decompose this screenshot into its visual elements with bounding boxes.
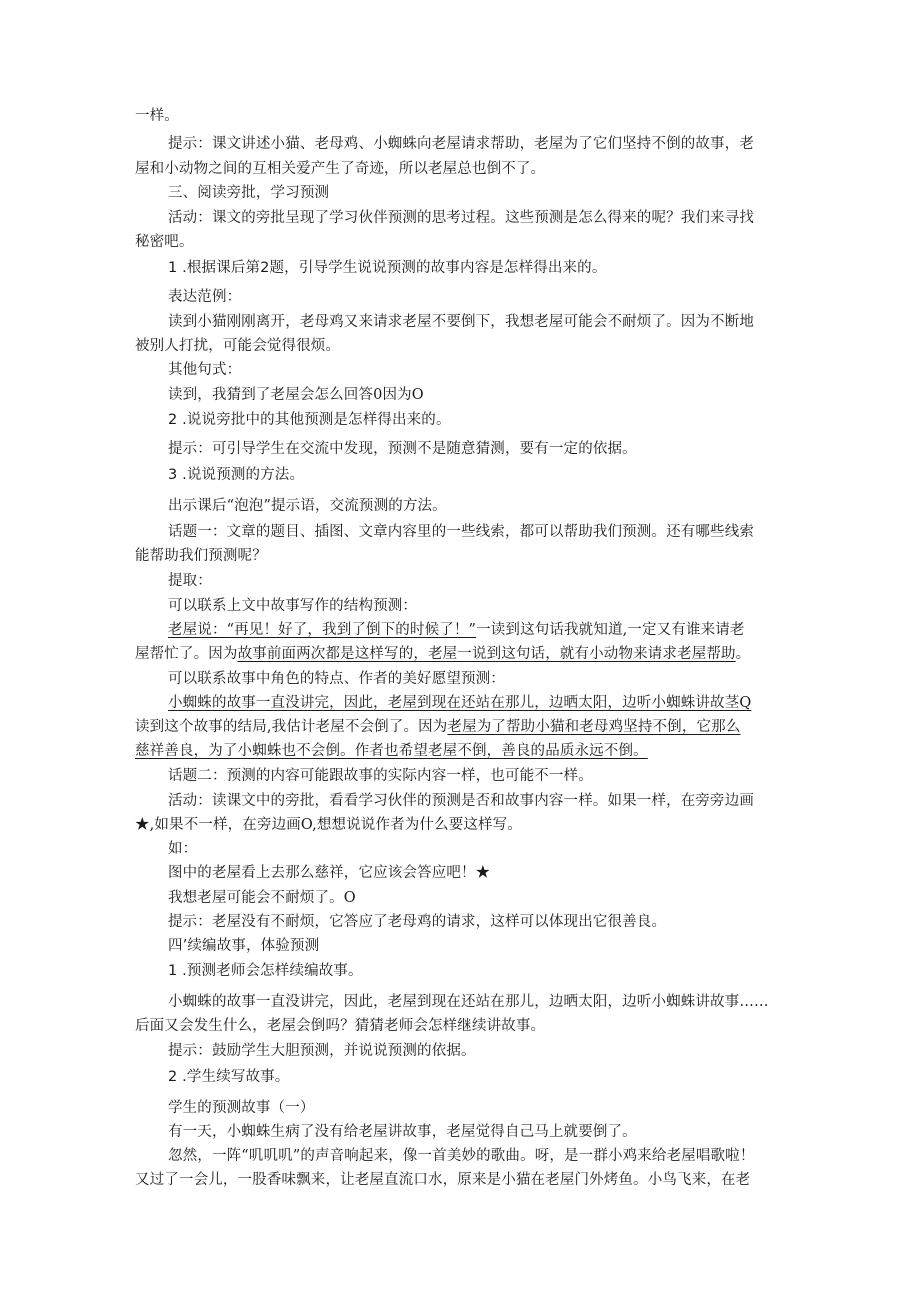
quote-line [135, 741, 795, 761]
quote-line [168, 693, 828, 713]
activity-line: 活动：课文的旁批呈现了学习伙伴预测的思考过程。这些预测是怎么得来的呢？我们来寻找 [168, 210, 754, 226]
quote-line: 屋帮忙了。因为故事前面两次都是这样写的，老屋一说到这句话，就有小动物来请求老屋帮助。 [135, 646, 751, 662]
story-line: 忽然，一阵“叽叽叽”的声音响起来，像一首美妙的歌曲。呀，是一群小鸡来给老屋唱歌啦！ [168, 1148, 755, 1164]
numbered-item: 3 .说说预测的方法。 [168, 467, 305, 483]
sentence-pattern: 读到，我猜到了老屋会怎么回答0因为O [168, 387, 424, 403]
example-line: 被别人打扰，可能会觉得很烦。 [135, 338, 341, 354]
paragraph-line: 表达范例： [168, 289, 242, 305]
paragraph-line: 小蜘蛛的故事一直没讲完，因此，老屋到现在还站在那儿，边晒太阳，边听小蜘蛛讲故事…… [168, 994, 769, 1010]
activity-line: 活动：读课文中的旁批，看看学习伙伴的预测是否和故事内容一样。如果一样，在旁旁边画 [168, 793, 754, 809]
underlined-reason: 故事前面两次都是这样写的，老屋一说到这句话，就有小动物来请求老屋帮助 [237, 646, 736, 662]
paragraph-line: 可以联系故事中角色的特点、作者的美好愿望预测： [168, 671, 505, 687]
numbered-item: 2 .说说旁批中的其他预测是怎样得出来的。 [168, 412, 451, 428]
example-line: 图中的老屋看上去那么慈祥，它应该会答应吧！★ [168, 865, 491, 881]
numbered-item: 1 .预测老师会怎样续编故事。 [168, 963, 363, 979]
quote-line: 读到这个故事的结局,我估计老屋不会倒了。因为老屋为了帮助小猫和老母鸡坚持不倒，它那么 [135, 719, 741, 735]
paragraph-line: 其他句式： [168, 362, 242, 378]
numbered-item: 1 .根据课后第2题，引导学生说说预测的故事内容是怎样得出来的。 [168, 260, 607, 276]
numbered-item: 2 .学生续写故事。 [168, 1069, 290, 1085]
section-heading: 三、阅读旁批，学习预测 [168, 185, 330, 201]
hint-line: 提示：鼓励学生大胆预测，并说说预测的依据。 [168, 1043, 476, 1059]
example-line: 读到小猫刚刚离开，老母鸡又来请求老屋不要倒下，我想老屋可能会不耐烦了。因为不断地 [168, 314, 754, 330]
story-line: 有一天，小蜘蛛生病了没有给老屋讲故事，老屋觉得自己马上就要倒了。 [168, 1124, 637, 1140]
paragraph-line: 出示课后“泡泡”提示语，交流预测的方法。 [168, 498, 447, 514]
story-line: 又过了一会儿，一股香味飘来，让老屋直流口水，原来是小猫在老屋门外烤鱼。小鸟飞来，在老 [135, 1172, 751, 1188]
example-line: 我想老屋可能会不耐烦了。O [168, 890, 356, 906]
hint-line: 提示：可引导学生在交流中发现，预测不是随意猜测，要有一定的依据。 [168, 441, 637, 457]
underlined-quote: 小蜘蛛的故事一直没讲完，因此，老屋到现在还站在那儿，边晒太阳，边听小蜘蛛讲故茎Q [168, 695, 752, 711]
quote-line: 老屋说：“再见！好了，我到了倒下的时候了！”一读到这句话我就知道,一定又有谁来请老 [168, 622, 745, 638]
activity-line: ★,如果不一样，在旁边画O,想想说说作者为什么要这样写。 [135, 817, 522, 833]
topic-line: 话题二：预测的内容可能跟故事的实际内容一样，也可能不一样。 [168, 768, 593, 784]
paragraph-line: 提取： [168, 573, 212, 589]
underlined-reason: 老屋为了帮助小猫和老母鸡坚持不倒，它那么 [447, 719, 741, 735]
paragraph-line: 可以联系上文中故事写作的结构预测： [168, 598, 418, 614]
hint-line: 提示：课文讲述小猫、老母鸡、小蜘蛛向老屋请求帮助，老屋为了它们坚持不倒的故事，老 [168, 136, 754, 152]
paragraph-line: 如： [168, 841, 198, 857]
underlined-reason: 慈祥善良，为了小蜘蛛也不会倒。作者也希望老屋不倒，善良的品质永远不倒。 [135, 743, 648, 759]
hint-line: 提示：老屋没有不耐烦，它答应了老母鸡的请求，这样可以体现出它很善良。 [168, 914, 667, 930]
paragraph-line: 一样。 [135, 108, 179, 124]
section-heading: 四’续编故事，体验预测 [168, 938, 320, 954]
story-title: 学生的预测故事（一） [168, 1100, 315, 1116]
activity-line: 秘密吧。 [135, 234, 194, 250]
hint-line: 屋和小动物之间的互相关爱产生了奇迹，所以老屋总也倒不了。 [135, 161, 546, 177]
topic-line: 能帮助我们预测呢？ [135, 548, 267, 564]
underlined-quote: 老屋说：“再见！好了，我到了倒下的时候了！” [168, 622, 477, 638]
topic-line: 话题一：文章的题目、插图、文章内容里的一些线索，都可以帮助我们预测。还有哪些线索 [168, 524, 754, 540]
paragraph-line: 后面又会发生什么，老屋会倒吗？猜猜老师会怎样继续讲故事。 [135, 1018, 546, 1034]
